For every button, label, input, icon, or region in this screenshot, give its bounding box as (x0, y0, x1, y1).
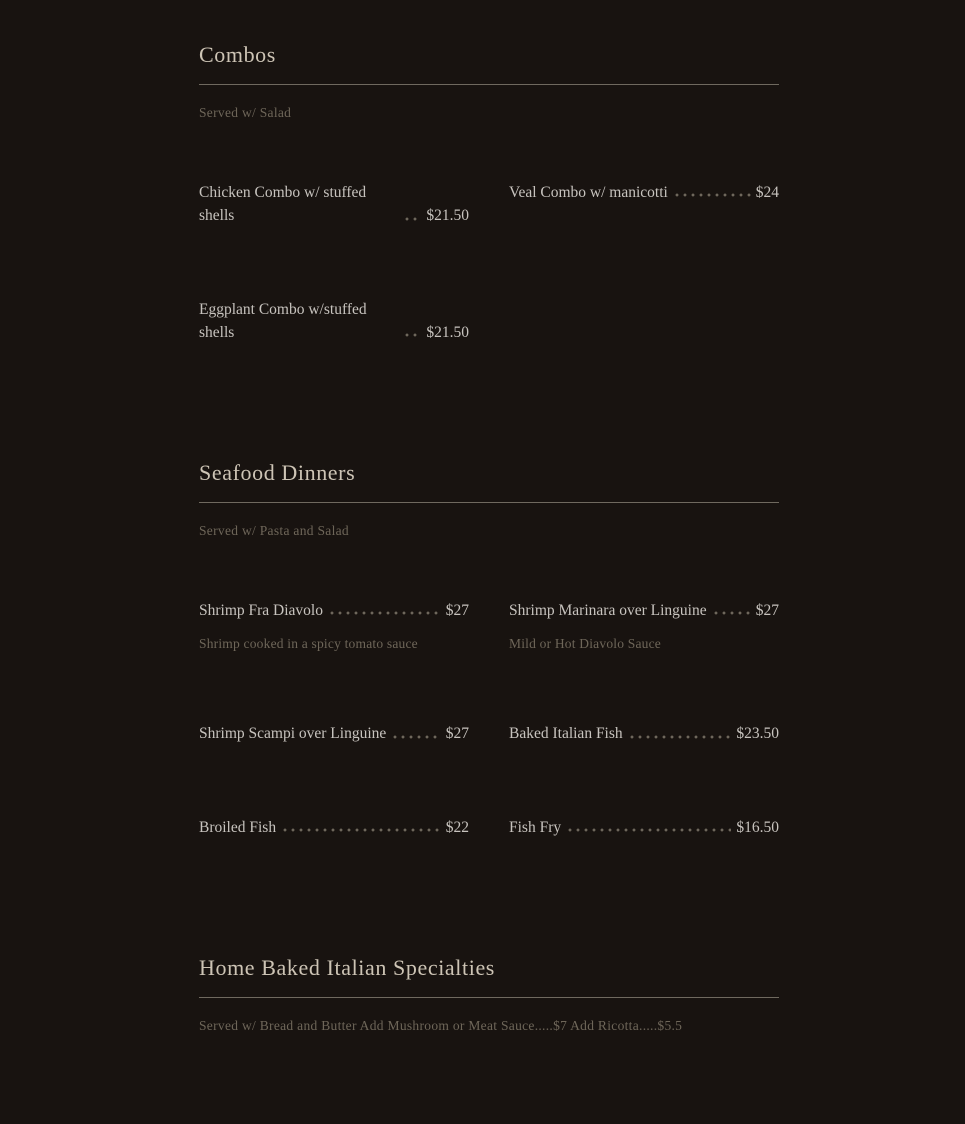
section-combos (199, 42, 779, 344)
menu-item (509, 816, 779, 839)
section-home-baked-italian-specialties (199, 955, 779, 1034)
menu-item (199, 599, 469, 652)
dot-leader (403, 332, 421, 338)
menu-item (199, 816, 469, 839)
section-note: Served w/ Bread and Butter Add Mushroom or Meat Sauce.....$7 Add Ricotta.....$5.5 (199, 1017, 683, 1033)
dot-leader (712, 610, 751, 616)
section-divider (199, 502, 779, 503)
item-price: $27 (445, 725, 469, 743)
item-line (509, 816, 779, 839)
item-name: Shrimp Marinara over Linguine (509, 602, 707, 619)
dot-leader (673, 192, 751, 198)
menu-item (509, 722, 779, 745)
item-price: $23.50 (736, 725, 779, 743)
menu-item (509, 599, 779, 652)
menu-items-grid (199, 599, 779, 839)
dot-leader (281, 827, 441, 833)
item-line (199, 816, 469, 839)
section-title: Combos (199, 42, 276, 67)
item-name: Shrimp Fra Diavolo (199, 602, 323, 619)
item-line (509, 722, 779, 745)
section-seafood-dinners (199, 460, 779, 839)
menu-items-grid (199, 181, 779, 344)
menu-item (199, 181, 469, 228)
menu-item (199, 298, 469, 345)
dot-leader (328, 610, 441, 616)
item-name: Shrimp Scampi over Linguine (199, 725, 387, 743)
dot-leader (391, 734, 440, 740)
item-line (199, 722, 469, 745)
item-line (199, 298, 469, 345)
section-title: Home Baked Italian Specialties (199, 954, 495, 980)
item-name: Baked Italian Fish (509, 725, 623, 743)
item-name: Broiled Fish (199, 818, 277, 836)
item-price: $16.50 (736, 818, 779, 836)
item-price: $24 (755, 184, 779, 201)
item-price: $21.50 (426, 323, 469, 341)
menu-item (199, 722, 469, 745)
section-title: Seafood Dinners (199, 460, 356, 485)
item-price: $27 (445, 602, 469, 619)
item-price: $27 (755, 602, 779, 619)
section-note: Served w/ Salad (199, 105, 292, 120)
section-note: Served w/ Pasta and Salad (199, 523, 349, 538)
item-line (509, 181, 779, 204)
item-price: $22 (445, 818, 469, 836)
section-divider (199, 997, 779, 998)
item-description: Mild or Hot Diavolo Sauce (509, 636, 661, 652)
item-line (199, 181, 469, 228)
item-name: Fish Fry (509, 818, 562, 836)
item-line (509, 599, 779, 622)
item-description: Shrimp cooked in a spicy tomato sauce (199, 636, 418, 652)
dot-leader (628, 734, 732, 740)
item-name: Veal Combo w/ manicotti (509, 184, 668, 201)
dot-leader (566, 827, 731, 833)
item-price: $21.50 (426, 207, 469, 225)
dot-leader (403, 216, 421, 222)
menu-item (509, 181, 779, 204)
menu-page (199, 0, 779, 1034)
item-name: Eggplant Combo w/stuffed shells (199, 300, 367, 341)
item-name: Chicken Combo w/ stuffed shells (199, 184, 367, 225)
section-divider (199, 84, 779, 85)
item-line (199, 599, 469, 622)
